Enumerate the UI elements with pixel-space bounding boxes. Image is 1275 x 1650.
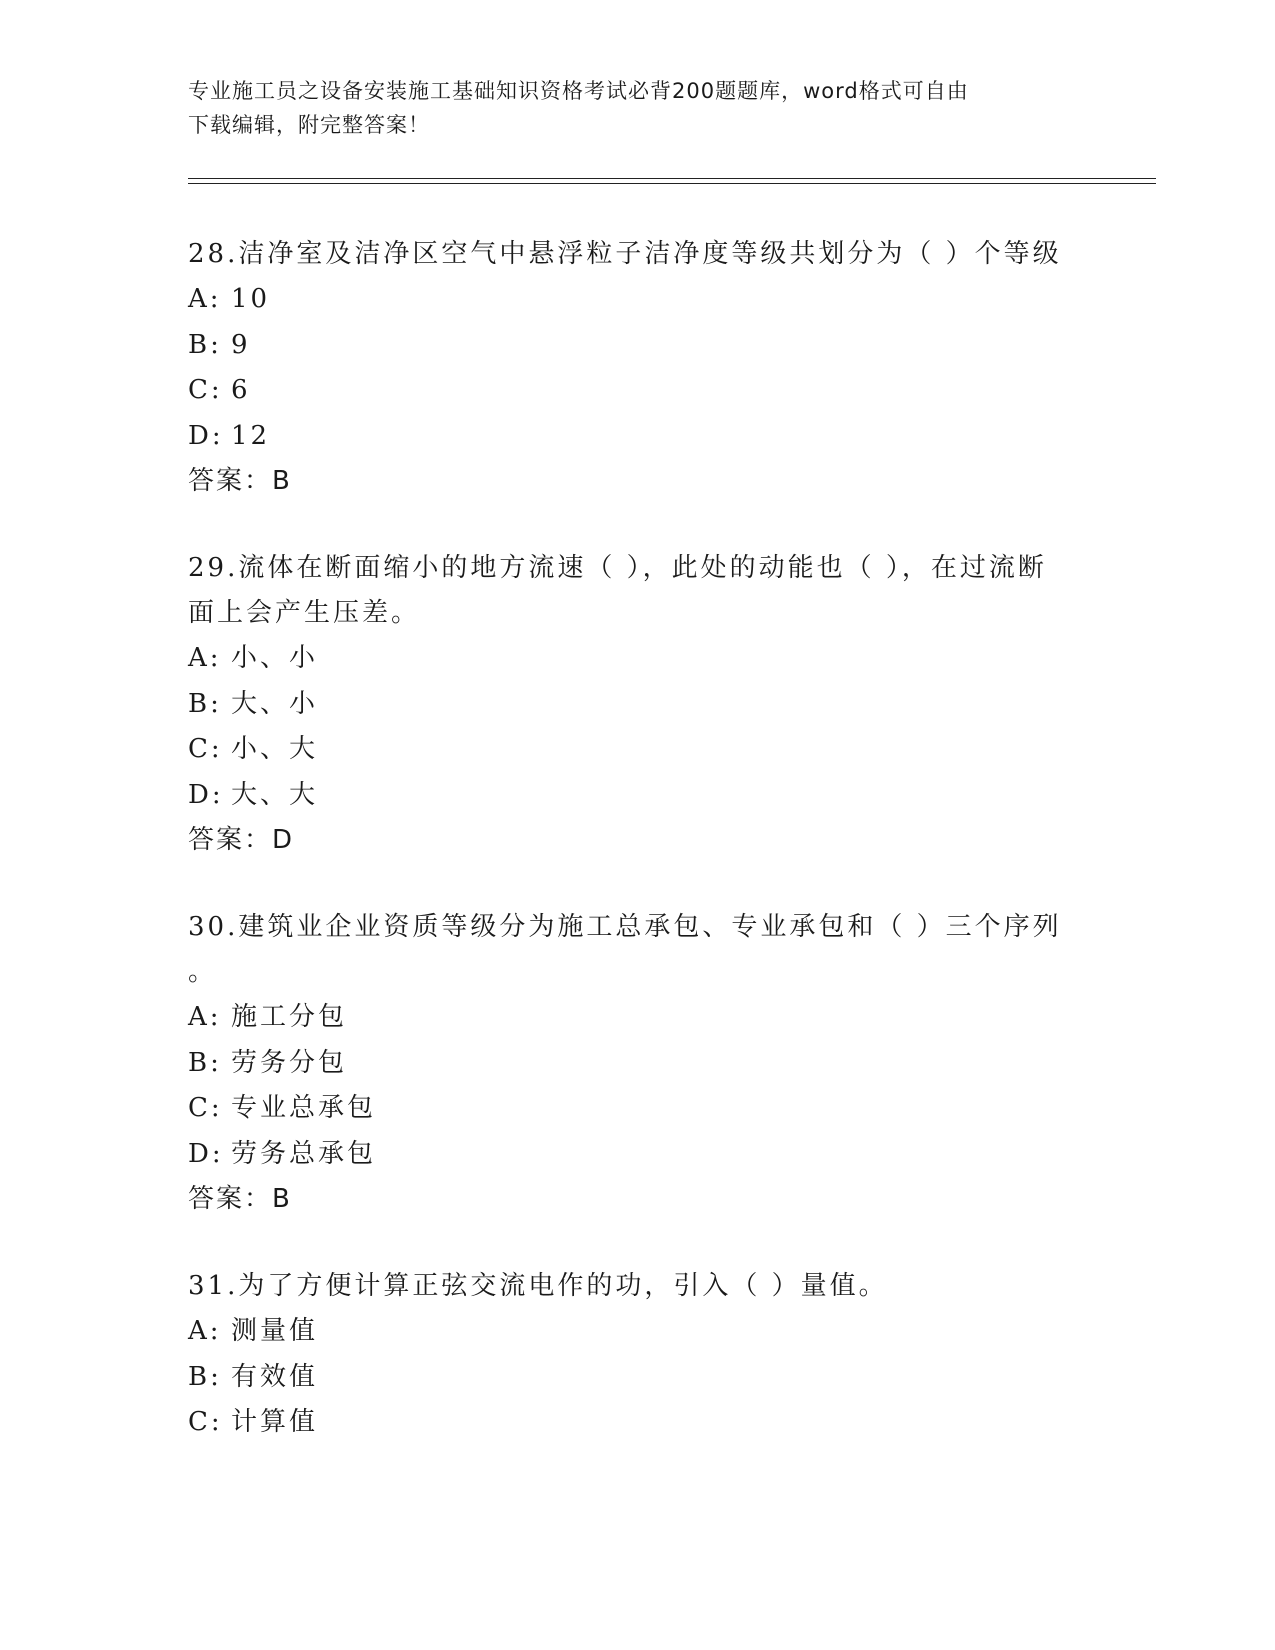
option-text: 10 xyxy=(231,284,271,314)
option-text: 6 xyxy=(231,375,251,405)
option-text: 劳务分包 xyxy=(231,1047,348,1078)
answer-option xyxy=(188,727,1088,773)
option-text: 小、小 xyxy=(231,643,319,673)
header-divider-bottom xyxy=(188,183,1156,184)
option-key: D: xyxy=(188,420,224,451)
option-text: 大、大 xyxy=(231,779,319,810)
document-header xyxy=(188,74,1068,142)
option-key: A: xyxy=(188,643,222,673)
option-text: 小、大 xyxy=(231,734,319,764)
question-stem: 。 xyxy=(188,957,218,987)
answer-option xyxy=(188,323,1088,369)
option-key: C: xyxy=(188,1407,223,1437)
answer-option xyxy=(188,995,1088,1041)
question-item xyxy=(188,905,1088,1221)
answer-option xyxy=(188,682,1088,728)
option-key: A: xyxy=(188,284,222,314)
answer-option xyxy=(188,1355,1088,1401)
option-key: D: xyxy=(188,1138,224,1169)
question-stem: 30.建筑业企业资质等级分为施工总承包、专业承包和（ ）三个序列 xyxy=(188,912,1062,942)
question-stem: 31.为了方便计算正弦交流电作的功，引入（ ）量值。 xyxy=(188,1271,888,1301)
question-item xyxy=(188,232,1088,503)
option-key: B: xyxy=(188,688,222,719)
option-text: 专业总承包 xyxy=(231,1093,377,1123)
option-text: 12 xyxy=(231,420,271,451)
question-stem: 29.流体在断面缩小的地方流速（ ），此处的动能也（ ），在过流断 xyxy=(188,553,1047,583)
question-list xyxy=(188,232,1088,1489)
option-key: A: xyxy=(188,1002,222,1032)
answer-option xyxy=(188,414,1088,460)
answer-option xyxy=(188,773,1088,819)
option-key: B: xyxy=(188,1361,222,1392)
question-item xyxy=(188,1264,1088,1446)
answer-option xyxy=(188,1086,1088,1132)
answer-line: 答案：B xyxy=(188,466,292,496)
header-line-1: 专业施工员之设备安装施工基础知识资格考试必背200题题库，word格式可自由 xyxy=(188,79,969,103)
option-key: A: xyxy=(188,1316,222,1346)
header-line-2: 下载编辑，附完整答案！ xyxy=(188,113,430,137)
answer-line: 答案：B xyxy=(188,1184,292,1214)
option-text: 劳务总承包 xyxy=(231,1138,377,1169)
question-item xyxy=(188,546,1088,862)
answer-option xyxy=(188,1309,1088,1355)
option-key: D: xyxy=(188,779,224,810)
answer-option xyxy=(188,368,1088,414)
answer-option xyxy=(188,1041,1088,1087)
question-stem: 28.洁净室及洁净区空气中悬浮粒子洁净度等级共划分为（ ）个等级 xyxy=(188,239,1062,269)
option-text: 施工分包 xyxy=(231,1002,348,1032)
answer-option xyxy=(188,1400,1088,1446)
answer-option xyxy=(188,1132,1088,1178)
answer-option xyxy=(188,277,1088,323)
option-key: C: xyxy=(188,375,223,405)
option-text: 测量值 xyxy=(231,1316,319,1346)
option-key: C: xyxy=(188,1093,223,1123)
option-text: 有效值 xyxy=(231,1361,319,1392)
option-text: 大、小 xyxy=(231,688,319,719)
answer-line: 答案：D xyxy=(188,825,295,855)
question-stem: 面上会产生压差。 xyxy=(188,598,421,628)
option-key: B: xyxy=(188,1047,222,1078)
header-divider-top xyxy=(188,178,1156,179)
answer-option xyxy=(188,636,1088,682)
option-text: 9 xyxy=(231,329,251,360)
option-key: B: xyxy=(188,329,222,360)
option-key: C: xyxy=(188,734,223,764)
option-text: 计算值 xyxy=(231,1407,319,1437)
